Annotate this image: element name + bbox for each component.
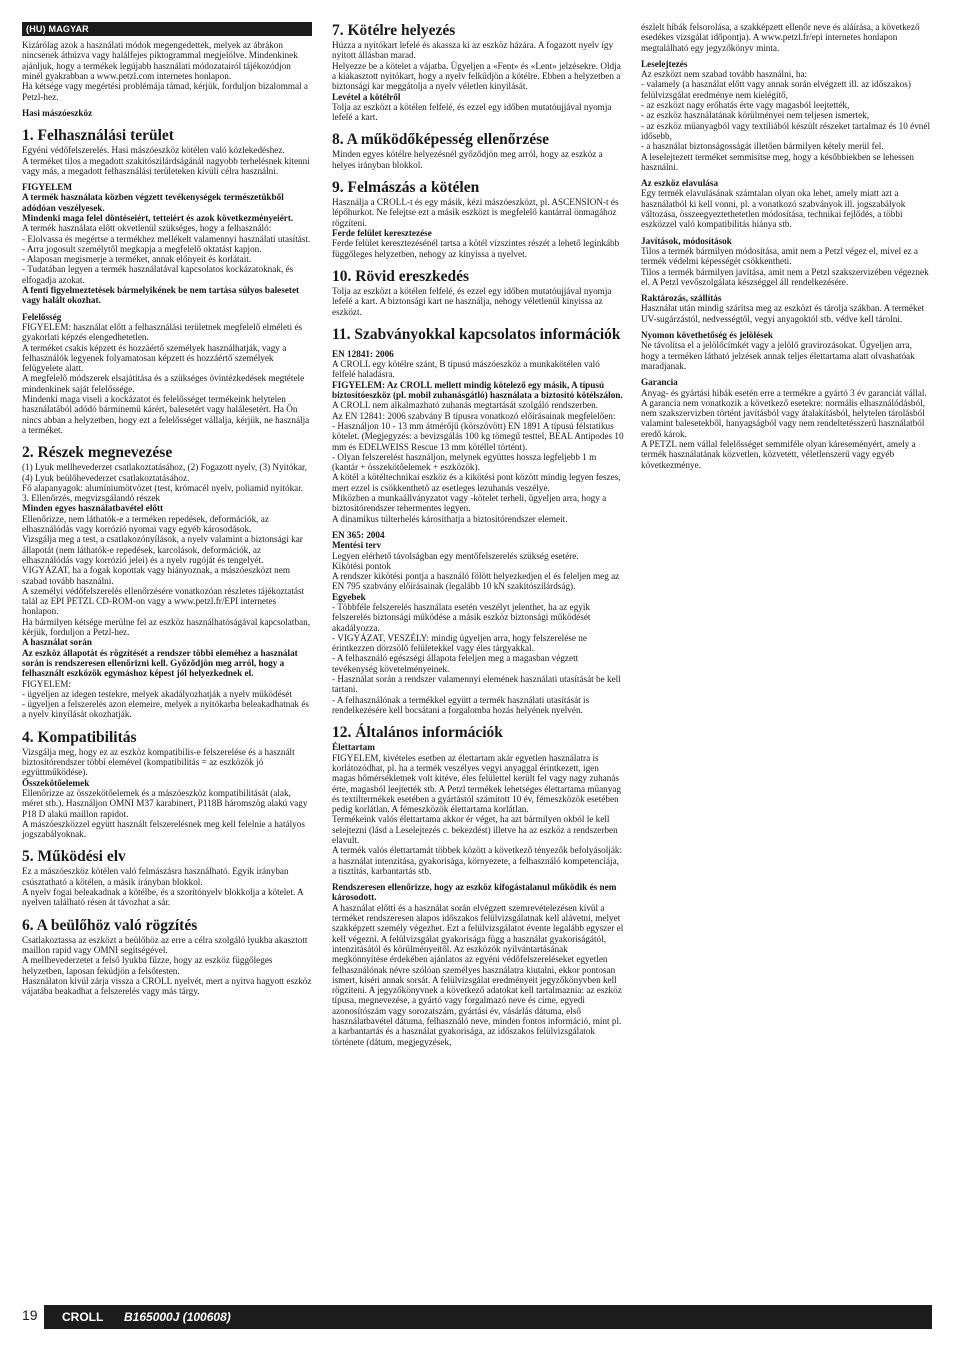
section-7-text: Húzza a nyitókart lefelé és akassza ki az eszköz házára. A fogazott nyelv így nyitott állásban marad. Helyezze be a kötelet a vájatba. Ügyeljen a «Fent» és «Lent» jelzésekre. Oldja a kiakasztott nyitókart, hogy a nyelv felkűdjön a kötélre. Ebben a helyzetben a biztonsági kar meggátolja a nyelv véletlen kinyílását. — [332, 40, 621, 92]
section-12-title: 12. Általános információk — [332, 724, 503, 742]
inspection-text-continued: észlelt hibák felsorolása, a szakképzett ellenőr neve és aláírása, a következő esedékes vizsgálat időpontja). A www.petzl.fr/epi internetes honlapon megtalálható egy jegyzőkönyv minta. — [641, 22, 920, 53]
section-2-during-bold: Az eszköz állapotát és rögzítését a rendszer többi eleméhez a használat során is rendszeresen ellenőrizni kell. Győződjön meg arról, hogy a felhasznált eszközök egymáshoz képest jól helyezkednek el. — [22, 647, 298, 679]
inspection-bold: Rendszeresen ellenőrizze, hogy az eszköz kifogástalanul működik és nem károsodott. — [332, 882, 617, 903]
document-reference: B165000J (100608) — [124, 1310, 231, 1324]
intro-text: Kizárólag azok a használati módok megengedettek, melyek az ábrákon nincsenek áthúzva vagy halálfejes piktogrammal megjelölve. Mindenkinek ajánljuk, hogy a termékek legújabb használati módozatairól tájékozódjon minél gyakrabban a www.petzl.com internetes honlapon. Ha kétsége vagy megértési problémája támad, kérjük, forduljon bizalommal a Petzl-hez. — [22, 40, 308, 102]
section-1-responsibility: FIGYELEM: használat előtt a felhasználási területnek megfelelő elméleti és gyakorlati képzés elengedhetetlen. A terméket csakis képzett és hozzáértő személyek használhatják, vagy a felhasználók legyenek folyamatosan képzett és hozzáértő személyek felügyelete alatt. A megfelelő módszerek elsajátítása és a szükséges óvintézkedések megtétele mindenkinek saját felelőssége. Mindenki maga viseli a kockázatot és felelősséget termékeink helytelen használatából adódó bárminemű kárért, balesetért vagy halálesetért. Ha Ön nincs abban a helyzetben, hogy ezt a felelősséget vállalja, kérjük, ne használja a terméket. — [22, 321, 310, 435]
section-11-text-2: A CROLL nem alkalmazható zuhanás megtartását szolgáló rendszerben. Az EN 12841: 2006 szabvány B típusra vonatkozó előírásainak megfelelően: - Használjon 10 - 13 mm átmérőjű (körszövött) EN 1891 A típusú félstatikus kötelet. (Megjegyzés: a bevizsgálás 100 kg tömegű testtel, BEAL Antipodes 10 mm és EDELWEISS Rescue 13 mm kötéllel történt). - Olyan felszerelést használjon, melynek együttes hossza legfeljebb 1 m (kantár + összekötőelemek + eszközök). A kötél a kötéltechnikai eszköz és a kikötési pont között mindig legyen feszes, mert ezzel is csökkenthető az esetleges lezuhanás veszélye. Miközben a munkaállványzatot vagy -kötelet terheli, ügyeljen arra, hogy a biztosítórendszer tehermentes legyen. A dinamikus túlterhelés károsíthatja a biztosítórendszer elemeit. — [332, 400, 624, 524]
warranty-head: Garancia — [641, 377, 678, 388]
footer-bar — [44, 1305, 932, 1329]
section-2-during: FIGYELEM: - ügyeljen az idegen testekre, melyek akadályozhatják a nyelv működését - ügyeljen a felszerelés azon elemeire, melyek a nyitókarba beleakadhatnak és a nyelv kinyílását okozhatják. — [22, 678, 309, 720]
section-8-text: Minden egyes kötélre helyezésnél győződjön meg arról, hogy az eszköz a helyes irányban blokkol. — [332, 149, 603, 170]
page-footer — [22, 1305, 932, 1329]
storage-text: Használat után mindig szárítsa meg az eszközt és tárolja szákban. A terméket UV-sugárzástól, nedvességtől, vegyi anyagoktól stb. védve kell tárolni. — [641, 303, 925, 324]
section-9-text-2: Ferde felület keresztezésénél tartsa a kötél vízszintes részét a lehető leginkább függőleges helyzetben, nehogy az kinyissa a nyelvet. — [332, 238, 620, 259]
section-2-title: 2. Részek megnevezése — [22, 444, 173, 462]
section-7-title: 7. Kötélre helyezés — [332, 22, 456, 39]
lifetime-head: Élettartam — [332, 742, 375, 753]
section-2-text: (1) Lyuk mellhevederzet csatlakoztatásához, (2) Fogazott nyelv, (3) Nyitókar, (4) Lyuk beülőhevederzet csatlakoztatásához. Fő alapanyagok: alumíniumötvözet (test, krómacél nyelv, poliamid nyitókar. 3. Ellenőrzés, megvizsgálandó részek — [22, 462, 308, 504]
category-label: Hasi mászóeszköz — [22, 107, 93, 118]
section-9-title: 9. Felmászás a kötélen — [332, 179, 480, 197]
section-10-title: 10. Rövid ereszkedés — [332, 267, 470, 285]
section-1-requirements-bold: A fenti figyelmeztetések bármelyikének be nem tartása súlyos balesetet vagy halált okozhat. — [22, 285, 300, 306]
storage-head: Raktározás, szállítás — [641, 293, 722, 304]
section-5-text: Ez a mászóeszköz kötélen való felmászásra használható. Egyik irányban csúsztatható a kötélen, a másik irányban blokkol. A nyelv fogai beleakadnak a kötélbe, és a szorítónyelv blokkolja a kötelet. A nyelven található résen át távozhat a sár. — [22, 866, 304, 908]
section-7-text-2: Tolja az eszközt a kötélen felfelé, és ezzel egy időben mutatóujjával nyomja lefelé a kart. — [332, 101, 612, 123]
inspection-text: A használat előtti és a használat során elvégzett szemrevételezésen kívül a terméket rendszeresen alapos időszakos felülvizsgálatnak kell alávetni, melyet szakképzett személy végezhet. Ezt a felülvizsgálatot évente legalább egyszer el kell végezni. A felülvizsgálat gyakorisága függ a használat gyakoriságától, intenzitásától és körülményeitől. Az eszközök nyilvántartásának megkönnyítése érdekében ajánlatos az egyéni védőfelszereléseket egyetlen felhasználónak névre szólóan személyes használatra kiutalni, ekkor pontosan ismert, kiséri annak sorsát. A felülvizsgálat eredményeit jegyzőkönyvben kell rögzíteni. A jegyzőkönyvnek a következő adatokat kell tartalmaznia: az eszköz típusa, megnevezése, a gyártó vagy forgalmazó neve és címe, egyedi azonosítószám vagy sorozatszám, gyártási év, vásárlás dátuma, első használatbavétel dátuma, felhasználó neve, minden fontos információ, mint pl. a karbantartás és a használat gyakorisága, az időszakos felülvizsgálatok története (dátum, megjegyzések, — [332, 902, 624, 1047]
rescue-plan-text: Legyen elérhető távolságban egy mentőfelszerelés szükség esetére. Kikötési pontok A rendszer kikötési pontja a használó fölött helyezkedjen el és feleljen meg az EN 795 szabvány előírásainak (legalább 10 kN szakítószilárdság). — [332, 550, 620, 592]
column-1 — [22, 22, 312, 996]
section-6-text: Csatlakoztassa az eszközt a beülőhöz az erre a célra szolgáló lyukba akasztott maillon rapid vagy OMNI segítségével. A mellhevederzetet a felső lyukba fűzze, hogy az eszköz függőleges helyzetben, laposan feküdjön a felsőtesten. Használaton kívül zárja vissza a CROLL nyelvét, mert a nyitva hagyott eszköz vájatába beakadhat a felszerelés vagy más tárgy. — [22, 934, 312, 997]
obsolescence-text: Egy termék elavulásának számtalan olyan oka lehet, amely miatt azt a használatból ki kell vonni, pl. a vonatkozó szabványok ill. jogszabályok változása, összeegyeztethetetlen módosítása, technikai fejlődés, a többi eszközzel való kompatibilitás hiánya stb. — [641, 188, 906, 230]
traceability-text: Ne távolítsa el a jelölőcímkét vagy a jelölő gravírozásokat. Ügyeljen arra, hogy a terméken látható jelzések annak teljes élettartama alatt olvashatóak maradjanak. — [641, 340, 915, 371]
section-6-title: 6. A beülőhöz való rögzítés — [22, 916, 198, 934]
standard-en12841: EN 12841: 2006 — [332, 348, 394, 359]
traceability-head: Nyomon követhetőség és jelölések — [641, 330, 773, 341]
lifetime-text: FIGYELEM, kivételes esetben az élettartam akár egyetlen használatra is korlátozódhat, pl. ha a termék veszélyes vegyi anyaggal érintkezett, igen magas hőmérsékletnek volt kitéve, éles felülettel került fel vagy nagy zuhanás érte, magasból leejtették stb. A Petzl termékek lehetséges élettartama műanyag és textiltermékek esetében a gyártástól számított 10 év, fémeszközök esetében pedig korlátlan. A fémeszközök élettartama korlátlan. Termékeink valós élettartama akkor ér véget, ha azt bármilyen okból le kell selejtezni (lásd a Leselejtezés c. bekezdést) illetve ha az eszköz a rendszerben elavult. A termék valós élettartamát többek között a következő tényezők befolyásolják: a használat intenzitása, gyakorisága, környezete, a felhasználó kompetenciája, a tisztítás, karbantartás stb. — [332, 752, 623, 876]
section-9-sub: Ferde felület keresztezése — [332, 228, 432, 238]
obsolescence-head: Az eszköz elavulása — [641, 178, 719, 189]
section-2-check-head: Minden egyes használatbavétel előtt — [22, 503, 164, 514]
section-2-check: Ellenőrizze, nem láthatók-e a terméken repedések, deformációk, az elhasználódás vagy korrózió nyomai vagy egyéb károsodások. Vizsgálja meg a test, a csatlakozónyílások, a nyelv valamint a biztonsági kar állapotát (nem láthatók-e repedések, karcolások, deformációk, az elhasználódás vagy korrózió jelei) és a nyelv rugóját és tengelyét. VIGYÁZAT, ha a fogak kopottak vagy hiányoznak, a mászóeszközt nem szabad tovább használni. A személyi védőfelszerelés ellenőrzésére vonatkozóan részletes tájékoztatást talál az EPI PETZL CD-ROM-on vagy a www.petzl.fr/EPI internetes honlapon. Ha bármilyen kétsége merülne fel az eszköz használhatóságával kapcsolatban, kérjük, forduljon a Petzl-hez. — [22, 513, 311, 638]
page-number: 19 — [22, 1307, 38, 1323]
section-11-text: A CROLL egy kötélre szánt, B típusú mászóeszköz a munkakötélen való felfelé haladásra. — [332, 359, 600, 380]
rescue-plan-head: Mentési terv — [332, 540, 382, 551]
section-10-text: Tolja az eszközt a kötélen felfelé, és ezzel egy időben mutatóujjával nyomja lefelé a kart. A biztonsági kart ne használja, nehogy véletlenül kinyissa az eszközt. — [332, 285, 612, 317]
section-1-warning-head: FIGYELEM — [22, 182, 73, 193]
section-2-during-head: A használat során — [22, 637, 92, 648]
section-7-sub: Levétel a kötélről — [332, 91, 401, 102]
section-4-text: Vizsgálja meg, hogy ez az eszköz kompatibilis-e felszerelése és a használt biztosítórendszer többi elemével (kompatibilitás = az eszközök jó együttműködése). — [22, 746, 295, 778]
section-1-requirements: A termék használata előtt okvetlenül szükséges, hogy a felhasználó: - Elolvassa és megértse a termékhez mellékelt valamennyi használati utasítást. - Arra jogosult személytől megkapja a megfelelő oktatást kapjon. - Alaposan megismerje a terméket, annak előnyeit és korlátait. - Tudatában legyen a termék használatával kapcsolatos kockázatoknak, és elfogadja azokat. — [22, 223, 311, 285]
section-4-sub: Összekötőelemek — [22, 777, 90, 788]
warranty-text: Anyag- és gyártási hibák esetén erre a termékre a gyártó 3 év garanciát vállal. A garancia nem vonatkozik a következő esetekre: normális elhasználódásból, nem szakszervizben történt javításból vagy átalakításból, helytelen tárolásból valamint balesetekből, hanyagságból vagy nem rendeltetésszerű használatból eredő károk. A PETZL nem vállal felelősséget semmiféle olyan káreseményért, amely a termék használatának közvetlen, közvetett, véletlenszerű vagy egyéb következménye. — [641, 387, 927, 470]
section-4-text-2: Ellenőrizze az összekötőelemek és a mászóeszköz kompatibilitását (alak, méret stb.). Használjon OMNI M37 karabinert, P118B háromszög alakú vagy P18 D alakú maillon rapidot. A mászóeszközzel együtt használt felszerelésnek meg kell felelnie a hatályos jogszabályoknak. — [22, 787, 308, 840]
retirement-text: Az eszközt nem szabad tovább használni, ha: - valamely (a használat előtt vagy annak során elvégzett ill. az időszakos) felülvizsgálat eredménye nem kielégítő, - az eszközt nagy erőhatás érte vagy magasból leejtették, - az eszköz használatának körülményei nem teljesen ismertek, - az eszköz műanyagból vagy textíliából készült részeket tartalmaz és 10 évnél idősebb, - a használat biztonságosságát illetően bármilyen kétely merül fel. A leselejtezett terméket semmisítse meg, hogy a későbbiekben se lehessen használni. — [641, 69, 931, 172]
standard-en365: EN 365: 2004 — [332, 529, 385, 540]
section-1-title: 1. Felhasználási terület — [22, 127, 174, 145]
retirement-head: Leselejtezés — [641, 58, 688, 69]
section-1-warning-bold: A termék használata közben végzett tevékenységek természetükből adódóan veszélyesek. Mindenki maga felel döntéseiért, tetteiért és azok következményeiért. — [22, 192, 294, 223]
modifications-text: Tilos a termék bármilyen módosítása, amit nem a Petzl végez el, mivel ez a termék védelmi képességét csökkentheti. Tilos a termék bármilyen javítása, amit nem a Petzl szakszervizében végeznek el. A Petzl vevőszolgálata készséggel áll rendelkezésére. — [641, 245, 929, 287]
column-2 — [332, 22, 624, 1047]
section-5-title: 5. Működési elv — [22, 848, 126, 866]
product-name: CROLL — [62, 1310, 104, 1324]
section-1-text: Egyéni védőfelszerelés. Hasi mászóeszköz kötélen való közlekedéshez. A terméket tilos a megadott szakítószilárdságánál nagyobb terhelésnek kitenni vagy más, a megadott felhasználási területeken kívüli célra használni. — [22, 145, 310, 176]
section-9-text: Használja a CROLL-t és egy másik, kézi mászóeszközt, pl. ASCENSION-t és lépőhurkot. Ne felejtse ezt a másik eszközt is megfelelő kantárral önmagához rögzíteni. — [332, 197, 619, 228]
section-8-title: 8. A működőképesség ellenőrzése — [332, 131, 549, 149]
modifications-head: Javítások, módosítások — [641, 235, 732, 246]
section-4-title: 4. Kompatibilitás — [22, 728, 137, 746]
section-1-responsibility-head: Felelősség — [22, 311, 62, 322]
column-3 — [641, 22, 931, 470]
language-tag: (HU) MAGYAR — [22, 22, 312, 36]
other-head: Egyebek — [332, 591, 366, 602]
other-text: - Többféle felszerelés használata esetén veszélyt jelenthet, ha az egyik felszerelés biztonsági működése a másik eszköz biztonsági működését akadályozza. - VIGYÁZAT, VESZÉLY: mindig ügyeljen arra, hogy felszerelése ne érintkezzen dörzsölő felületekkel vagy éles tárgyakkal. - A felhasználó egészségi állapota feleljen meg a magasban végzett tevékenység követelményeinek. - Használat során a rendszer valamennyi elemének használati utasítását be kell tartani. - A felhasználónak a termékkel együtt a termék használati utasítását is rendelkezésére kell bocsátani a forgalomba hozás helyének nyelvén. — [332, 602, 621, 715]
section-11-warning: FIGYELEM: Az CROLL mellett mindig kötelező egy másik, A típusú biztosítóeszköz (pl. mobil zuhanásgátló) használata a biztosító kötélszálon. — [332, 379, 623, 401]
section-11-title: 11. Szabványokkal kapcsolatos információk — [332, 325, 621, 343]
